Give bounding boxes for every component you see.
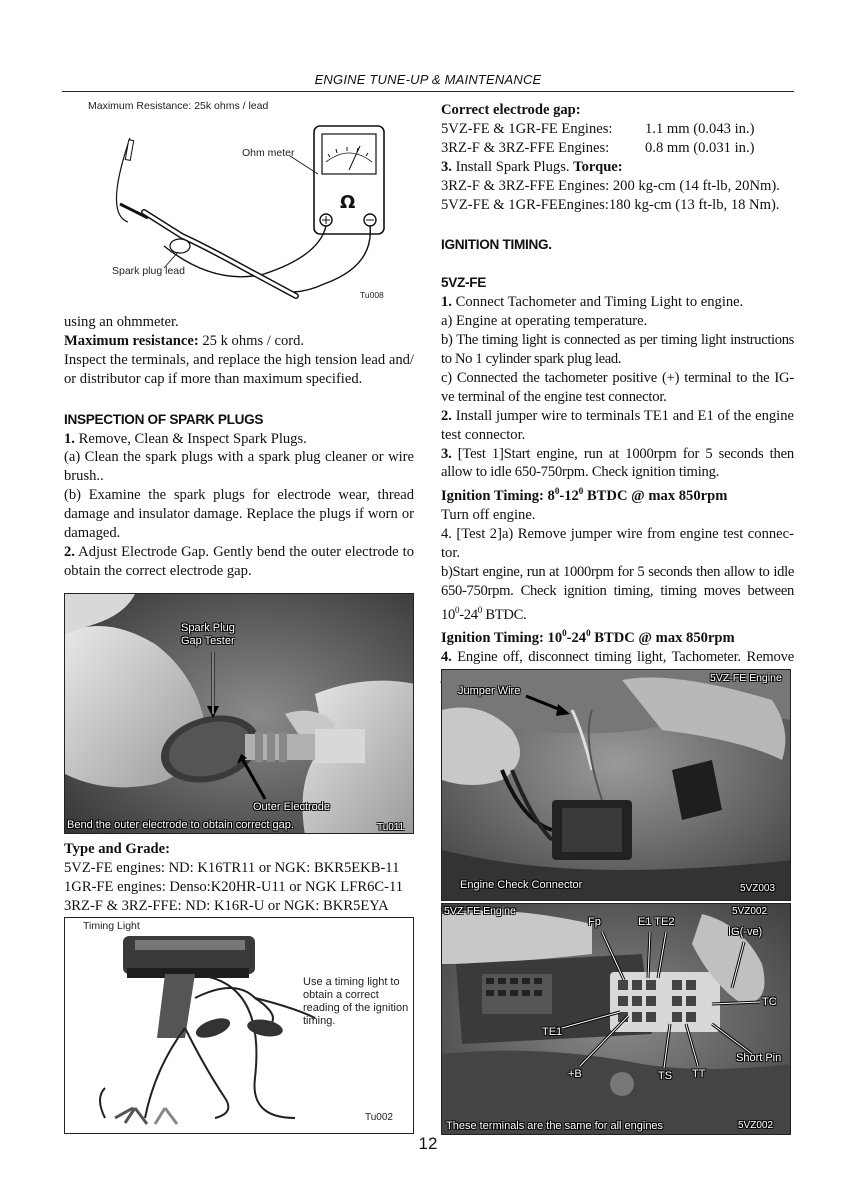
inspect-terminals-text: Inspect the terminals, and replace the high tension lead and/ or distributor cap if more than maximum specified. (64, 351, 414, 387)
ign-step-1b: b) The timing light is connected as per timing light instructions to No 1 cylinder spark plug lead. (441, 332, 794, 367)
spark-plug-lead-label: Spark plug lead (112, 265, 185, 277)
ign-step-3 (441, 445, 794, 483)
torque-5vz: 5VZ-FE & 1GR-FEEngines:180 kg-cm (13 ft-lb, 18 Nm). (441, 196, 780, 213)
it2-sup1: 0 (562, 628, 567, 639)
it2-b: -24 (566, 630, 587, 647)
turn-off-engine: Turn off engine. (441, 507, 536, 524)
5vz-fe-heading: 5VZ-FE (441, 275, 487, 291)
page-number: 12 (418, 1134, 438, 1153)
gap-row-2 (441, 139, 794, 158)
timing-light-figure (64, 917, 414, 1134)
ig-ve-label: IG(-ve) (728, 926, 763, 938)
jumper-engine-label: 5VZ-FE Engine (710, 672, 782, 684)
electrode-gap-heading: Correct electrode gap: (441, 102, 581, 118)
max-resistance-line (64, 332, 414, 351)
gap-tester-caption: Bend the outer electrode to obtain correct gap. (67, 819, 294, 831)
ign-step-1a: a) Engine at operating temperature. (441, 313, 648, 330)
engine-check-connector-label: Engine Check Connector (460, 879, 583, 891)
outer-electrode-label: Outer Electrode (253, 801, 331, 813)
grade-5vz: 5VZ-FE engines: ND: K16TR11 or NGK: BKR5EKB-11 (64, 859, 400, 876)
terminals-arrows (442, 904, 791, 1135)
ign-step-5-num: 4. (441, 649, 452, 666)
it1-b: -12 (559, 488, 579, 505)
figure-code: Tu008 (360, 290, 384, 300)
ign-step-2-text: Install jumper wire to terminals TE1 and E1 of the engine test connector. (441, 407, 794, 443)
ignition-timing-test-2 (441, 624, 794, 648)
it1-c: BTDC @ max 850rpm (583, 488, 728, 505)
ign-step-5-text: Engine off, disconnect timing light, Tachometer. Remove (457, 649, 794, 666)
type-and-grade (64, 840, 420, 916)
it1-a: Ignition Timing: 8 (441, 488, 555, 505)
i4b-end: BTDC. (481, 606, 527, 623)
terminals-code: 5VZ002 (738, 1120, 774, 1131)
i4b-sup1: 0 (455, 604, 460, 615)
header-rule (62, 91, 794, 92)
timing-light-code: Tu002 (365, 1112, 393, 1123)
it2-a: Ignition Timing: 10 (441, 630, 563, 647)
te1-label: TE1 (542, 1026, 563, 1038)
svg-text:Ω: Ω (340, 192, 356, 213)
step-3-text: Install Spark Plugs. (451, 158, 574, 175)
it2-sup2: 0 (586, 628, 591, 639)
short-pin-label: Short Pin (736, 1052, 782, 1064)
i4b-mid: -24 (459, 606, 478, 623)
spark-plug-heading: INSPECTION OF SPARK PLUGS (64, 411, 264, 427)
gap-row-2-engine: 3RZ-F & 3RZ-FFE Engines: (441, 139, 610, 156)
ohmmeter-figure (64, 96, 394, 306)
ignition-timing-heading: IGNITION TIMING. (441, 237, 552, 253)
running-header: ENGINE TUNE-UP & MAINTENANCE (314, 72, 542, 87)
ign-step-3-text: [Test 1]Start engine, run at 1000rpm for 5 seconds then allow to idle 650-750rpm. Check ignition timing. (441, 445, 794, 481)
ign-step-1 (441, 293, 794, 312)
jumper-photo-code: 5VZ003 (740, 883, 776, 894)
step-1b: (b) Examine the spark plugs for electrode wear, thread damage and insulator damage. Replace the plugs if worn or damaged. (64, 487, 414, 542)
ign-step-4b (441, 563, 794, 625)
step-1-text: Remove, Clean & Inspect Spark Plugs. (74, 430, 307, 447)
gap-row-1-value: 1.1 mm (0.043 in.) (645, 120, 755, 137)
gap-row-1 (441, 120, 794, 139)
terminals-engine-label: 5VZ-FE Engine (444, 905, 516, 917)
jumper-wire-arrow (442, 670, 791, 901)
plus-b-label: +B (568, 1068, 582, 1080)
max-resistance-label: Maximum resistance: (64, 332, 199, 349)
step-3-num: 3. (441, 158, 452, 175)
step-1 (64, 430, 414, 449)
jumper-wire-photo (441, 669, 791, 901)
step-1a: (a) Clean the spark plugs with a spark plug cleaner or wire brush.. (64, 449, 414, 485)
timing-light-text: Use a timing light to obtain a correct reading of the ignition timing. (303, 976, 409, 1027)
gap-tester-photo (64, 593, 414, 834)
type-grade-heading: Type and Grade: (64, 841, 170, 857)
ign-step-4: 4. [Test 2]a) Remove jumper wire from engine test connec- tor. (441, 525, 794, 561)
timing-light-title: Timing Light (83, 920, 140, 932)
gap-row-2-value: 0.8 mm (0.031 in.) (645, 139, 755, 156)
torque-label: Torque: (573, 158, 623, 175)
grade-1gr: 1GR-FE engines: Denso:K20HR-U11 or NGK LFR6C-11 (64, 878, 404, 895)
terminals-caption: These terminals are the same for all engines (446, 1120, 664, 1132)
step-3-install (441, 158, 794, 177)
it2-c: BTDC @ max 850rpm (590, 630, 735, 647)
i4b-sup2: 0 (477, 604, 482, 615)
step-2-text: Adjust Electrode Gap. Gently bend the outer electrode to obtain the correct electrode gap. (64, 543, 414, 579)
gap-tester-code: Tu011 (377, 822, 405, 833)
tt-label: TT (692, 1068, 706, 1080)
max-resistance-value: 25 k ohms / cord. (198, 332, 305, 349)
left-column-top (64, 313, 414, 581)
ign-step-2 (441, 407, 794, 445)
ign-step-1-num: 1. (441, 294, 452, 311)
e1-te2-label: E1 TE2 (638, 916, 675, 928)
step-1-num: 1. (64, 430, 75, 447)
ign-step-1-text: Connect Tachometer and Timing Light to engine. (451, 294, 744, 311)
right-column (441, 101, 794, 686)
tc-label: TC (762, 996, 777, 1008)
jumper-wire-label: Jumper Wire (458, 685, 521, 697)
ign-step-1c: c) Connected the tachometer positive (+) terminal to the IG- ve terminal of the engine test connector. (441, 369, 794, 405)
step-2-num: 2. (64, 543, 75, 560)
grade-3rz: 3RZ-F & 3RZ-FFE: ND: K16R-U or NGK: BKR5EYA (64, 897, 389, 914)
it1-sup1: 0 (554, 486, 560, 497)
ts-label: TS (658, 1070, 673, 1082)
ohmmeter-text: using an ohmmeter. (64, 314, 179, 330)
fp-label: Fp (588, 916, 601, 928)
gap-row-1-engine: 5VZ-FE & 1GR-FE Engines: (441, 120, 613, 137)
ohmmeter-label: Ohm meter (242, 147, 295, 159)
ohmmeter-caption: Maximum Resistance: 25k ohms / lead (88, 100, 269, 112)
it1-sup2: 0 (578, 486, 584, 497)
ign-step-2-num: 2. (441, 407, 452, 424)
torque-3rz: 3RZ-F & 3RZ-FFE Engines: 200 kg-cm (14 ft-lb, 20Nm). (441, 177, 780, 194)
ign-step-3-num: 3. (441, 445, 452, 462)
gap-tester-arrows (65, 594, 414, 834)
ignition-timing-test-1 (441, 482, 794, 506)
terminals-photo (441, 903, 791, 1135)
i4b-text: b)Start engine, run at 1000rpm for 5 seconds then allow to idle 650-750rpm. Check ignition timing, timing moves between 10 (441, 563, 794, 623)
step-2 (64, 543, 414, 581)
terminals-code-top: 5VZ002 (732, 906, 768, 917)
gap-tester-label: Spark Plug Gap Tester (181, 622, 235, 647)
